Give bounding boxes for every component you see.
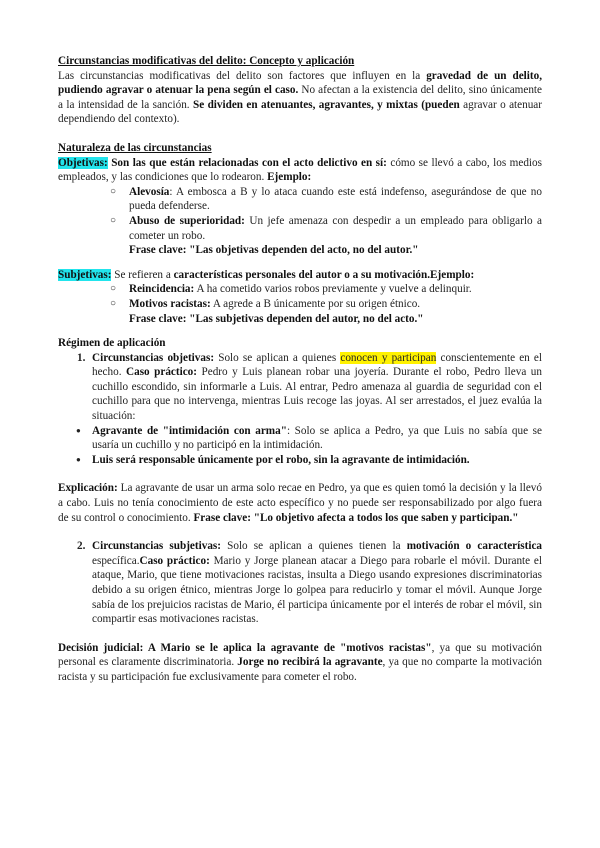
caso-bullets (58, 424, 542, 468)
section-title-regimen: Régimen de aplicación (58, 337, 166, 350)
list-item: ○ Motivos racistas: A agrede a B únicamente por su origen étnico. (110, 297, 542, 312)
list-item: 1. Circunstancias objetivas: Solo se aplican a quienes conocen y participan conscientemente en el hecho. Caso práctico: Pedro y Luis planean robar una joyería. Durante el robo, Pedro lleva un cuchillo escondido, sin informarle a Luis. Al entrar, Pedro amenaza al guardia de seguridad con el cuchillo para que no intervenga, mientras Luis recoge las joyas. Al ser arrestados, el juez evalúa la situación: (77, 351, 543, 423)
regimen-list-1 (58, 351, 542, 424)
objetivas-label: Objetivas: (58, 156, 108, 169)
list-item: ● Agravante de "intimidación con arma": Solo se aplica a Pedro, ya que Luis no sabía que se usaría un cuchillo y no participó en la intimidación. (58, 424, 542, 453)
paragraph-subjetivas: Subjetivas: Se refieren a características personales del autor o a su motivación.Ejemplo: (58, 268, 475, 281)
regimen-list-2 (58, 539, 542, 627)
paragraph-decision: Decisión judicial: A Mario se le aplica la agravante de "motivos racistas", ya que su motivación personal es claramente discriminatoria. Jorge no recibirá la agravante, ya que no comparte la motivación racista y su participación fue exclusivamente para cometer el robo. (58, 641, 542, 683)
subjetivas-label: Subjetivas: (58, 268, 112, 281)
paragraph-objetivas: Objetivas: Son las que están relacionadas con el acto delictivo en sí: cómo se llevó a cabo, los medios empleados, y las condiciones que lo rodearon. Ejemplo: (58, 156, 542, 184)
paragraph-explicacion: Explicación: La agravante de usar un arma solo recae en Pedro, ya que es quien tomó la decisión y la llevó a cabo. Luis no tenía conocimiento de este acto específico y no puede ser responsabilizado por algo fuera de su control o conocimiento. Frase clave: "Lo objetivo afecta a todos los que saben y participan." (58, 482, 542, 524)
objetivas-examples (58, 185, 542, 243)
highlight-conocen: conocen y participan (340, 351, 437, 364)
frase-clave-objetivas: Frase clave: "Las objetivas dependen del acto, no del autor." (129, 244, 419, 257)
list-item: 2. Circunstancias subjetivas: Solo se aplican a quienes tienen la motivación o característica específica.Caso práctico: Mario y Jorge planean atacar a Diego para robarle el móvil. Durante el ataque, Mario, que tiene motivaciones racistas, insulta a Diego usando expresiones discriminatorias debido a su origen étnico, mientras Jorge lo golpea para reducirlo y tomar el móvil. Aunque Jorge sabía de los prejuicios racistas de Mario, él participa únicamente por el interés de robar el móvil, sin compartir esas motivaciones racistas. (77, 540, 543, 626)
list-item: ○ Alevosía: A embosca a B y lo ataca cuando este está indefenso, asegurándose de que no pueda defenderse. (110, 185, 542, 214)
section-title-concepto: Circunstancias modificativas del delito: Concepto y aplicación (58, 55, 355, 67)
subjetivas-examples (58, 282, 542, 311)
list-item: ● Luis será responsable únicamente por el robo, sin la agravante de intimidación. (58, 453, 542, 468)
list-item: ○ Reincidencia: A ha cometido varios robos previamente y vuelve a delinquir. (110, 282, 542, 297)
document-page (58, 54, 542, 685)
list-item: ○ Abuso de superioridad: Un jefe amenaza con despedir a un empleado para obligarlo a cometer un robo. (110, 214, 542, 243)
frase-clave-subjetivas: Frase clave: "Las subjetivas dependen del autor, no del acto." (129, 312, 424, 325)
section-title-naturaleza: Naturaleza de las circunstancias (58, 141, 212, 154)
paragraph-concepto: Las circunstancias modificativas del delito son factores que influyen en la gravedad de un delito, pudiendo agravar o atenuar la pena según el caso. No afectan a la existencia del delito, sino únicamente a la intensidad de la sanción. Se dividen en atenuantes, agravantes, y mixtas (pueden agravar o atenuar dependiendo del contexto). (58, 69, 543, 126)
